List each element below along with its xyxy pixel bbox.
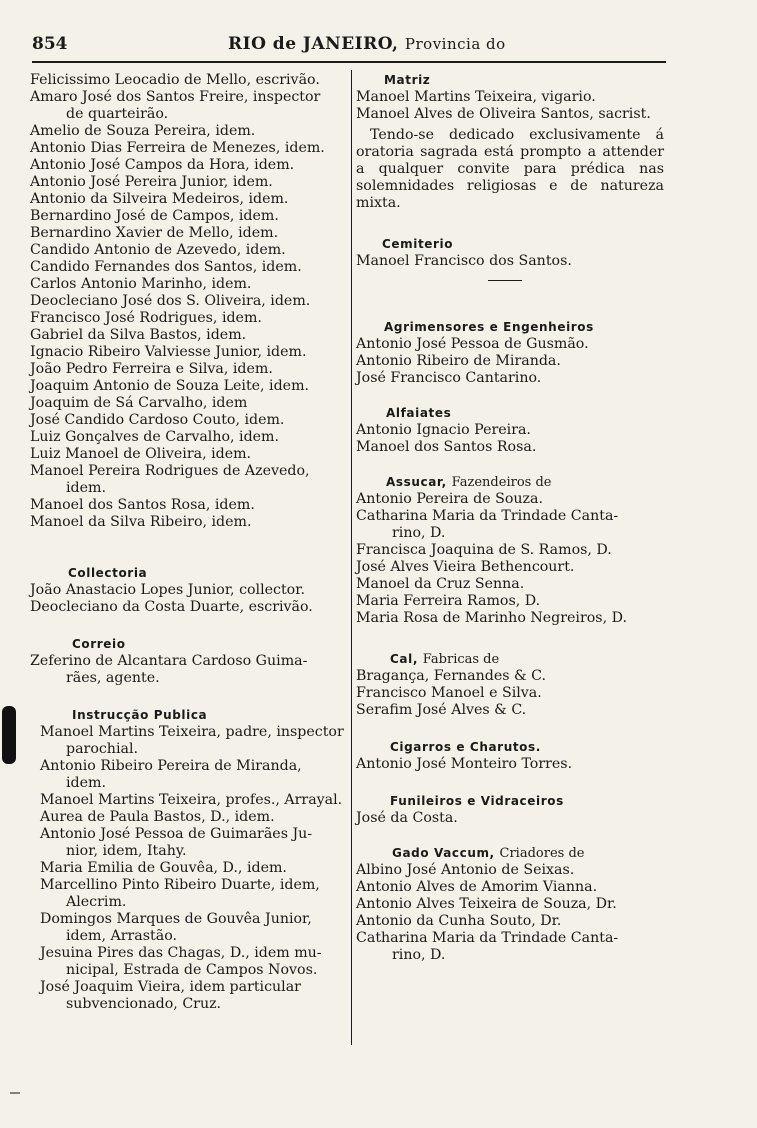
section-divider [488, 280, 522, 281]
section-title-cemiterio: Cemiterio [382, 237, 454, 251]
list-item-continuation: idem, Arrastão. [66, 928, 177, 944]
section-title-instrucao: Instrucção Publica [72, 708, 208, 722]
list-item: Manoel da Cruz Senna. [356, 576, 525, 592]
list-item: Bernardino José de Campos, idem. [30, 208, 279, 224]
list-item-continuation: Alecrim. [66, 894, 127, 910]
list-item: Manoel dos Santos Rosa. [356, 439, 537, 455]
list-item: Antonio Ribeiro de Miranda. [356, 353, 561, 369]
gado-title-suffix: Criadores de [499, 846, 585, 861]
list-item: Serafim José Alves & C. [356, 702, 527, 718]
section-title-agrimensores: Agrimensores e Engenheiros [384, 320, 594, 334]
list-item: Manoel dos Santos Rosa, idem. [30, 497, 255, 513]
list-item: Antonio José Pessoa de Gusmão. [356, 336, 589, 352]
list-item: José da Costa. [356, 810, 458, 826]
list-item: Manoel Pereira Rodrigues de Azevedo, [30, 463, 310, 479]
list-item: Antonio José Pereira Junior, idem. [30, 174, 273, 190]
list-item: Marcellino Pinto Ribeiro Duarte, idem, [40, 877, 320, 893]
list-item: Felicissimo Leocadio de Mello, escrivão. [30, 72, 320, 88]
left-column [30, 72, 346, 1013]
section-title-cal [356, 651, 666, 668]
list-item-continuation: idem. [66, 775, 106, 791]
list-item: Antonio Dias Ferreira de Menezes, idem. [30, 140, 325, 156]
header-rule [32, 61, 666, 63]
cal-title: Cal, [390, 652, 418, 666]
list-item: Manoel Alves de Oliveira Santos, sacrist. [356, 106, 651, 122]
list-item: Maria Emilia de Gouvêa, D., idem. [40, 860, 287, 876]
list-item: Albino José Antonio de Seixas. [356, 862, 575, 878]
section-title-gado [356, 845, 666, 862]
list-item: Gabriel da Silva Bastos, idem. [30, 327, 247, 343]
header-title: RIO de JANEIRO, [228, 34, 399, 54]
list-item: Domingos Marques de Gouvêa Junior, [40, 911, 312, 927]
assucar-title: Assucar, [386, 475, 447, 489]
list-item-continuation: nior, idem, Itahy. [66, 843, 187, 859]
list-item: Luiz Gonçalves de Carvalho, idem. [30, 429, 280, 445]
list-item: Antonio Alves Teixeira de Souza, Dr. [356, 896, 617, 912]
list-item-continuation: nicipal, Estrada de Campos Novos. [66, 962, 318, 978]
list-item: Antonio da Cunha Souto, Dr. [356, 913, 562, 929]
page-title [228, 34, 506, 54]
section-title-assucar [356, 474, 666, 491]
list-item-continuation: parochial. [66, 741, 138, 757]
list-item: Antonio José Monteiro Torres. [356, 756, 573, 772]
list-item: Catharina Maria da Trindade Canta- [356, 930, 619, 946]
column-divider [351, 70, 352, 1045]
page-number: 854 [32, 34, 68, 54]
list-item: Antonio Ignacio Pereira. [356, 422, 531, 438]
section-title-cigarros: Cigarros e Charutos. [390, 740, 541, 754]
list-item-continuation: rães, agente. [66, 670, 160, 686]
list-item: Ignacio Ribeiro Valviesse Junior, idem. [30, 344, 307, 360]
list-item-continuation: rino, D. [392, 947, 446, 963]
assucar-title-suffix: Fazendeiros de [451, 475, 552, 490]
list-item: Antonio José Campos da Hora, idem. [30, 157, 295, 173]
scan-blemish [2, 706, 16, 764]
list-item: Zeferino de Alcantara Cardoso Guima- [30, 653, 308, 669]
list-item: Candido Antonio de Azevedo, idem. [30, 242, 286, 258]
right-column [356, 72, 666, 964]
section-title-correio: Correio [72, 637, 126, 651]
list-item: Manoel Martins Teixeira, profes., Arrayal. [40, 792, 343, 808]
list-item: Catharina Maria da Trindade Canta- [356, 508, 619, 524]
cal-title-suffix: Fabricas de [422, 652, 500, 667]
list-item: Antonio Ribeiro Pereira de Miranda, [40, 758, 302, 774]
list-item: Candido Fernandes dos Santos, idem. [30, 259, 302, 275]
list-item: Amaro José dos Santos Freire, inspector [30, 89, 321, 105]
list-item: Antonio Alves de Amorim Vianna. [356, 879, 598, 895]
list-item: João Anastacio Lopes Junior, collector. [30, 582, 305, 598]
list-item: Amelio de Souza Pereira, idem. [30, 123, 256, 139]
list-item-continuation: subvencionado, Cruz. [66, 996, 222, 1012]
header-subtitle: Provincia do [404, 35, 506, 53]
section-title-matriz: Matriz [384, 73, 431, 87]
list-item: Carlos Antonio Marinho, idem. [30, 276, 252, 292]
list-item: Manoel Martins Teixeira, vigario. [356, 89, 596, 105]
list-item: Antonio José Pessoa de Guimarães Ju- [40, 826, 313, 842]
list-item: Maria Ferreira Ramos, D. [356, 593, 541, 609]
list-item: Aurea de Paula Bastos, D., idem. [40, 809, 275, 825]
list-item: Jesuina Pires das Chagas, D., idem mu- [40, 945, 322, 961]
list-item: Antonio Pereira de Souza. [356, 491, 543, 507]
list-item: José Alves Vieira Bethencourt. [356, 559, 575, 575]
list-item: Joaquim Antonio de Souza Leite, idem. [30, 378, 310, 394]
list-item: João Pedro Ferreira e Silva, idem. [30, 361, 273, 377]
list-item: Luiz Manoel de Oliveira, idem. [30, 446, 252, 462]
list-item: Francisco José Rodrigues, idem. [30, 310, 262, 326]
list-item: Maria Rosa de Marinho Negreiros, D. [356, 610, 627, 626]
list-item: Manoel da Silva Ribeiro, idem. [30, 514, 252, 530]
list-item: José Joaquim Vieira, idem particular [40, 979, 301, 995]
gado-title: Gado Vaccum, [392, 846, 495, 860]
list-item: Bragança, Fernandes & C. [356, 668, 547, 684]
list-item: Francisca Joaquina de S. Ramos, D. [356, 542, 612, 558]
list-item-continuation: rino, D. [392, 525, 446, 541]
section-title-collectoria: Collectoria [68, 566, 148, 580]
page-header [32, 34, 662, 56]
list-item-continuation: idem. [66, 480, 106, 496]
list-item: José Francisco Cantarino. [356, 370, 542, 386]
matriz-note: Tendo-se dedicado exclusivamente á oratoria sagrada está prompto a attender a qualquer convite para prédica nas solemnidades religiosas e de natureza mixta. [356, 127, 664, 211]
list-item: Deocleciano da Costa Duarte, escrivão. [30, 599, 313, 615]
list-item: Manoel Francisco dos Santos. [356, 253, 572, 269]
list-item: Bernardino Xavier de Mello, idem. [30, 225, 279, 241]
list-item-continuation: de quarteirão. [66, 106, 169, 122]
list-item: Antonio da Silveira Medeiros, idem. [30, 191, 289, 207]
scan-speck [10, 1092, 20, 1094]
list-item: Francisco Manoel e Silva. [356, 685, 542, 701]
list-item: Manoel Martins Teixeira, padre, inspector [40, 724, 344, 740]
list-item: José Candido Cardoso Couto, idem. [30, 412, 285, 428]
list-item: Joaquim de Sá Carvalho, idem [30, 395, 248, 411]
section-title-alfaiates: Alfaiates [386, 406, 452, 420]
section-title-funileiros: Funileiros e Vidraceiros [390, 794, 564, 808]
list-item: Deocleciano José dos S. Oliveira, idem. [30, 293, 311, 309]
